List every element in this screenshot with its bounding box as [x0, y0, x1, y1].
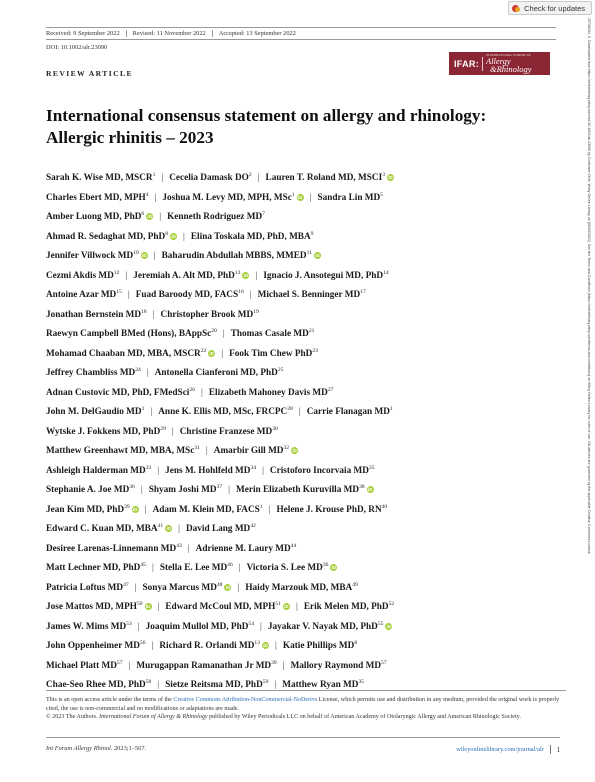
author-line: [46, 637, 566, 657]
copyright-journal: International Forum of Allergy & Rhinology: [99, 714, 208, 721]
check-for-updates-button[interactable]: [508, 1, 592, 15]
orcid-icon[interactable]: iD: [284, 604, 289, 609]
author-name: Stephanie A. Joe MD: [46, 485, 130, 495]
license-part2: License, which permits use and distribution in any medium, provided the original work is properly cited, the use is non-commercial and no modifications or adaptations are made.: [46, 697, 560, 712]
author-name: Lauren T. Roland MD, MSCI: [265, 173, 383, 183]
author-name: Baharudin Abdullah MBBS, MMED: [161, 251, 307, 261]
affiliation-superscript: 13: [234, 269, 241, 276]
author-name: Mohamad Chaaban MD, MBA, MSCR: [46, 348, 201, 359]
affiliation-superscript: 27: [327, 386, 334, 393]
author-list: [46, 169, 566, 696]
author-separator: |: [157, 680, 160, 690]
author-name: Chae-Seo Rhee MD, PhD: [46, 680, 146, 690]
affiliation-superscript: 29: [160, 425, 166, 432]
author-separator: |: [151, 641, 154, 651]
author-name: Cristoforo Incorvaia MD: [269, 465, 369, 476]
copyright-part2: published by Wiley Periodicals LLC on behalf of American Academy of Otolaryngic Allergy and American Rhinologic Society.: [207, 714, 521, 721]
affiliation-superscript: 6: [141, 211, 145, 217]
author-name: Amber Luong MD, PhD: [46, 212, 142, 222]
affiliation-superscript: 3: [382, 172, 386, 178]
affiliation-superscript: 36: [322, 562, 329, 568]
author-separator: |: [154, 192, 157, 203]
orcid-icon[interactable]: iD: [386, 623, 392, 629]
author-name: Merin Elizabeth Kuruvilla MD: [236, 485, 360, 495]
author-separator: |: [282, 660, 285, 671]
affiliation-superscript: 39: [124, 503, 130, 510]
affiliation-superscript: 15: [116, 289, 122, 295]
accepted-date: Accepted: 13 September 2022: [218, 30, 296, 37]
author-separator: |: [200, 387, 203, 398]
author-separator: |: [159, 212, 162, 222]
cc-license-link[interactable]: Creative Commons Attribution-NonCommercial-NoDerivs: [173, 697, 318, 703]
author-name: Adnan Custovic MD, PhD, FMedSci: [46, 387, 190, 398]
author-name: Stella E. Lee MD: [159, 563, 228, 573]
affiliation-superscript: 53: [126, 620, 132, 627]
affiliation-superscript: 55: [377, 620, 384, 627]
author-name: Antonella Cianferoni MD, PhD: [154, 368, 278, 378]
author-name: Cezmi Akdis MD: [46, 270, 114, 281]
affiliation-superscript: 14: [383, 269, 389, 276]
affiliation-superscript: 19: [253, 308, 259, 315]
author-line: [46, 228, 566, 248]
author-name: Christopher Brook MD: [160, 309, 254, 320]
affiliation-superscript: 43: [176, 542, 182, 549]
affiliation-superscript: 32: [283, 445, 290, 451]
author-name: Helene J. Krouse PhD, RN: [276, 504, 382, 515]
author-separator: |: [178, 524, 180, 534]
author-line: [46, 306, 566, 326]
author-line: [46, 520, 566, 540]
author-name: Charles Ebert MD, MPH: [46, 192, 146, 203]
author-name: Michael Platt MD: [46, 660, 117, 671]
affiliation-superscript: 13: [254, 640, 261, 646]
orcid-icon[interactable]: iD: [132, 506, 138, 512]
affiliation-superscript: 20: [211, 328, 217, 334]
author-line: [46, 345, 566, 365]
affiliation-superscript: 52: [388, 601, 395, 607]
author-name: Patricia Loftus MD: [46, 582, 124, 593]
author-name: Antoine Azar MD: [46, 290, 117, 300]
orcid-icon[interactable]: iD: [145, 604, 151, 609]
author-name: Shyam Joshi MD: [148, 485, 217, 495]
affiliation-superscript: 10: [133, 250, 139, 256]
affiliation-superscript: 11: [306, 250, 312, 256]
affiliation-superscript: 12: [113, 269, 120, 276]
author-separator: |: [295, 602, 298, 612]
received-date: Received: 9 September 2022: [46, 30, 127, 37]
orcid-icon[interactable]: iD: [292, 448, 297, 453]
author-name: David Lang MD: [185, 524, 251, 534]
author-separator: |: [268, 504, 271, 515]
author-separator: |: [228, 485, 231, 495]
check-for-updates-label: Check for updates: [524, 3, 585, 13]
author-name: Carrie Flanagan MD: [306, 407, 390, 417]
author-name: Adrienne M. Laury MD: [195, 543, 291, 554]
license-notice: [46, 690, 566, 722]
affiliation-superscript: 26: [189, 386, 195, 393]
affiliation-superscript: 1: [259, 503, 263, 510]
author-line: [46, 598, 566, 618]
author-separator: |: [260, 621, 262, 632]
author-separator: |: [153, 251, 156, 261]
author-line: [46, 501, 566, 521]
affiliation-superscript: 47: [123, 581, 129, 588]
author-name: Sarah K. Wise MD, MSCR: [46, 173, 153, 183]
footer-journal: Int Forum Allergy Rhinol.: [46, 745, 113, 752]
author-name: Edward C. Kuan MD, MBA: [46, 524, 158, 534]
orcid-icon[interactable]: iD: [166, 526, 171, 531]
affiliation-superscript: 33: [145, 464, 152, 471]
author-name: Kenneth Rodriguez MD: [167, 212, 263, 222]
orcid-icon[interactable]: iD: [141, 253, 147, 258]
journal-logo: [449, 52, 550, 75]
download-notice-strip: 25738284, 0, Downloaded from https://onlinelibrary.wiley.com/doi/10.1002/alr.23090 by Cochrane Chile, Wiley Online Library on [06/03/2023]. See the Terms and Conditions (https://onlinelibrary.wiley.com/terms-and-conditions) on Wiley Online Library for rules of use; OA articles are governed by the applicable Creative Commons License: [587, 18, 591, 554]
author-separator: |: [205, 446, 208, 456]
author-name: Katie Phillips MD: [282, 641, 355, 651]
author-name: Jeremiah A. Alt MD, PhD: [133, 270, 235, 281]
affiliation-superscript: 46: [227, 562, 233, 568]
author-name: James W. Mims MD: [46, 621, 127, 632]
affiliation-superscript: 7: [262, 211, 265, 217]
author-line: [46, 540, 566, 560]
author-name: Jeffrey Chambliss MD: [46, 368, 136, 378]
author-name: Adam M. Klein MD, FACS: [152, 504, 260, 515]
author-name: Jens M. Hohlfeld MD: [165, 465, 251, 476]
author-line: [46, 423, 566, 443]
author-separator: |: [222, 329, 225, 339]
author-separator: |: [150, 407, 153, 417]
logo-wordmark: [486, 54, 532, 73]
author-name: Thomas Casale MD: [230, 329, 309, 339]
author-separator: |: [274, 680, 277, 690]
author-name: John M. DelGaudio MD: [46, 407, 142, 417]
copyright-part1: © 2023 The Authors.: [46, 714, 100, 721]
author-separator: |: [134, 582, 137, 593]
author-name: Michael S. Benninger MD: [257, 290, 361, 300]
author-line: [46, 286, 566, 306]
author-name: Matt Lechner MD, PhD: [46, 563, 141, 573]
orcid-icon[interactable]: iD: [297, 194, 303, 200]
author-name: Raewyn Campbell BMed (Hons), BAppSc: [46, 329, 212, 339]
article-dates: [46, 27, 556, 40]
affiliation-superscript: 1: [152, 172, 156, 178]
affiliation-superscript: 45: [140, 562, 146, 568]
author-line: [46, 325, 566, 345]
author-separator: |: [140, 485, 143, 495]
author-name: Ahmad R. Sedaghat MD, PhD: [46, 231, 166, 242]
logo-small-text: INTERNATIONAL FORUM OF: [486, 53, 531, 57]
journal-url-link[interactable]: wileyonlinelibrary.com/journal/alr: [456, 746, 544, 753]
orcid-icon[interactable]: iD: [331, 565, 337, 570]
affiliation-superscript: 58: [145, 679, 152, 685]
author-name: Haidy Marzouk MD, MBA: [245, 582, 353, 593]
author-name: Sandra Lin MD: [317, 192, 381, 203]
affiliation-superscript: 34: [250, 464, 257, 471]
author-name: Jose Mattos MD, MPH: [46, 602, 137, 612]
orcid-icon[interactable]: iD: [243, 272, 249, 278]
author-line: [46, 267, 566, 287]
affiliation-superscript: 22: [200, 347, 207, 354]
author-name: Sietze Reitsma MD, PhD: [165, 680, 263, 690]
page-footer: [46, 737, 560, 752]
author-separator: |: [127, 290, 130, 300]
author-name: Wytske J. Fokkens MD, PhD: [46, 426, 161, 437]
orcid-icon[interactable]: iD: [147, 214, 153, 219]
affiliation-superscript: 1: [141, 406, 145, 412]
affiliation-superscript: 17: [360, 289, 366, 295]
affiliation-superscript: 39: [271, 659, 277, 666]
author-line: [46, 208, 566, 228]
affiliation-superscript: 40: [381, 503, 388, 510]
author-separator: |: [309, 192, 312, 203]
author-name: Erik Melen MD, PhD: [303, 602, 389, 612]
affiliation-superscript: 24: [135, 367, 141, 373]
author-name: Murugappan Ramanathan Jr MD: [136, 660, 272, 671]
author-name: Joshua M. Levy MD, MPH, MSc: [162, 192, 292, 203]
author-separator: |: [161, 173, 164, 183]
author-separator: |: [237, 582, 240, 593]
author-name: Edward McCoul MD, MPH: [165, 602, 276, 612]
affiliation-superscript: 36: [129, 484, 135, 490]
affiliation-superscript: 42: [250, 523, 256, 529]
affiliation-superscript: 44: [290, 542, 297, 549]
orcid-icon[interactable]: iD: [209, 350, 215, 356]
affiliation-superscript: 41: [157, 523, 164, 529]
page-number: 1: [556, 745, 560, 754]
logo-divider: [482, 57, 483, 71]
author-line: [46, 247, 566, 267]
author-line: [46, 442, 566, 462]
author-name: Cecelia Damask DO: [169, 173, 249, 183]
affiliation-superscript: 1: [389, 406, 393, 412]
author-line: [46, 403, 566, 423]
author-separator: |: [157, 465, 160, 476]
orcid-icon[interactable]: iD: [315, 253, 320, 258]
orcid-icon[interactable]: iD: [171, 233, 176, 239]
author-separator: |: [298, 407, 301, 417]
article-type: REVIEW ARTICLE: [46, 69, 133, 78]
affiliation-superscript: 8: [354, 640, 358, 646]
logo-allergy-text: Allergy: [486, 56, 511, 66]
affiliation-superscript: 5: [380, 191, 384, 198]
author-separator: |: [171, 426, 174, 437]
affiliation-superscript: 48: [216, 581, 223, 588]
affiliation-superscript: 31: [194, 445, 200, 451]
orcid-icon[interactable]: iD: [263, 643, 268, 648]
author-separator: |: [144, 504, 147, 515]
author-separator: |: [152, 309, 155, 320]
author-name: Matthew Ryan MD: [282, 680, 359, 690]
author-separator: |: [249, 290, 252, 300]
author-separator: |: [221, 348, 224, 359]
license-text: [46, 696, 566, 713]
orcid-icon[interactable]: iD: [225, 584, 231, 590]
orcid-icon[interactable]: iD: [367, 487, 373, 492]
affiliation-superscript: 28: [287, 406, 293, 412]
affiliation-superscript: 2: [248, 172, 252, 178]
author-separator: |: [157, 602, 160, 612]
affiliation-superscript: 49: [352, 581, 358, 588]
logo-ifar-text: IFAR:: [454, 58, 479, 69]
author-separator: |: [146, 368, 149, 378]
author-name: Desiree Larenas-Linnemann MD: [46, 543, 177, 554]
author-name: Christine Franzese MD: [179, 426, 273, 437]
article-title: International consensus statement on allergy and rhinology: Allergic rhinitis – 2023: [46, 106, 487, 147]
affiliation-superscript: 51: [275, 601, 281, 607]
author-separator: |: [257, 173, 260, 183]
author-separator: |: [125, 270, 128, 281]
author-separator: |: [238, 563, 241, 573]
author-line: [46, 364, 566, 384]
author-name: Sonya Marcus MD: [142, 582, 217, 593]
author-line: [46, 481, 566, 501]
revised-date: Revised: 11 November 2022: [133, 30, 213, 37]
orcid-icon[interactable]: iD: [388, 175, 393, 180]
author-separator: |: [151, 563, 154, 573]
copyright-text: [46, 713, 566, 722]
affiliation-superscript: 1: [291, 191, 295, 198]
author-name: Elizabeth Mahoney Davis MD: [208, 387, 328, 398]
affiliation-superscript: 25: [277, 367, 284, 373]
author-line: [46, 462, 566, 482]
author-separator: |: [255, 270, 258, 281]
affiliation-superscript: 38: [359, 484, 365, 490]
author-name: Joaquim Mullol MD, PhD: [145, 621, 249, 632]
affiliation-superscript: 35: [368, 464, 375, 471]
author-line: [46, 618, 566, 638]
author-separator: |: [275, 641, 277, 651]
author-separator: |: [187, 543, 190, 554]
author-name: Matthew Greenhawt MD, MBA, MSc: [46, 446, 195, 456]
author-line: [46, 559, 566, 579]
crossmark-icon: [512, 4, 521, 13]
affiliation-superscript: 59: [262, 679, 269, 685]
affiliation-superscript: 23: [312, 347, 318, 354]
license-part1: This is an open access article under the terms of the: [46, 697, 174, 703]
affiliation-superscript: 56: [139, 640, 146, 646]
author-name: Anne K. Ellis MD, MSc, FRCPC: [158, 407, 288, 417]
footer-year-pages: 2023;1–567.: [112, 745, 147, 752]
author-name: Jayakar V. Nayak MD, PhD: [267, 621, 378, 632]
affiliation-superscript: 8: [165, 230, 169, 237]
author-line: [46, 657, 566, 677]
affiliation-superscript: 50: [136, 601, 143, 607]
logo-rhinology-text: &Rhinology: [490, 63, 532, 74]
affiliation-superscript: 54: [248, 620, 255, 627]
author-line: [46, 169, 566, 189]
author-line: [46, 384, 566, 404]
author-name: John Oppenheimer MD: [46, 641, 140, 651]
author-separator: |: [128, 660, 131, 671]
affiliation-superscript: 37: [216, 484, 223, 490]
author-name: Ashleigh Halderman MD: [46, 465, 146, 476]
author-separator: |: [183, 231, 185, 242]
author-name: Mallory Raymond MD: [290, 660, 381, 671]
author-name: Jean Kim MD, PhD: [46, 504, 125, 515]
author-name: Fuad Baroody MD, FACS: [135, 290, 239, 300]
author-name: Ignacio J. Ansotegui MD, PhD: [263, 270, 384, 281]
affiliation-superscript: 9: [310, 230, 314, 237]
author-name: Jonathan Bernstein MD: [46, 309, 142, 320]
author-name: Fook Tim Chew PhD: [229, 348, 313, 359]
affiliation-superscript: 18: [141, 308, 147, 315]
doi: DOI: 10.1002/alr.23090: [46, 44, 108, 51]
affiliation-superscript: 21: [308, 328, 315, 334]
author-name: Richard R. Orlandi MD: [159, 641, 255, 651]
affiliation-superscript: 57: [381, 659, 387, 666]
affiliation-superscript: 30: [272, 425, 278, 432]
author-line: [46, 579, 566, 599]
author-name: Amarbir Gill MD: [213, 446, 284, 456]
footer-divider: [550, 745, 551, 754]
author-separator: |: [262, 465, 264, 476]
author-separator: |: [137, 621, 140, 632]
author-name: Victoria S. Lee MD: [246, 563, 323, 573]
affiliation-superscript: 16: [238, 289, 244, 295]
affiliation-superscript: 35: [358, 679, 365, 685]
affiliation-superscript: 4: [145, 191, 149, 198]
author-name: Elina Toskala MD, PhD, MBA: [190, 231, 311, 242]
affiliation-superscript: 57: [116, 659, 123, 666]
author-name: Jennifer Villwock MD: [46, 251, 134, 261]
author-line: [46, 189, 566, 209]
